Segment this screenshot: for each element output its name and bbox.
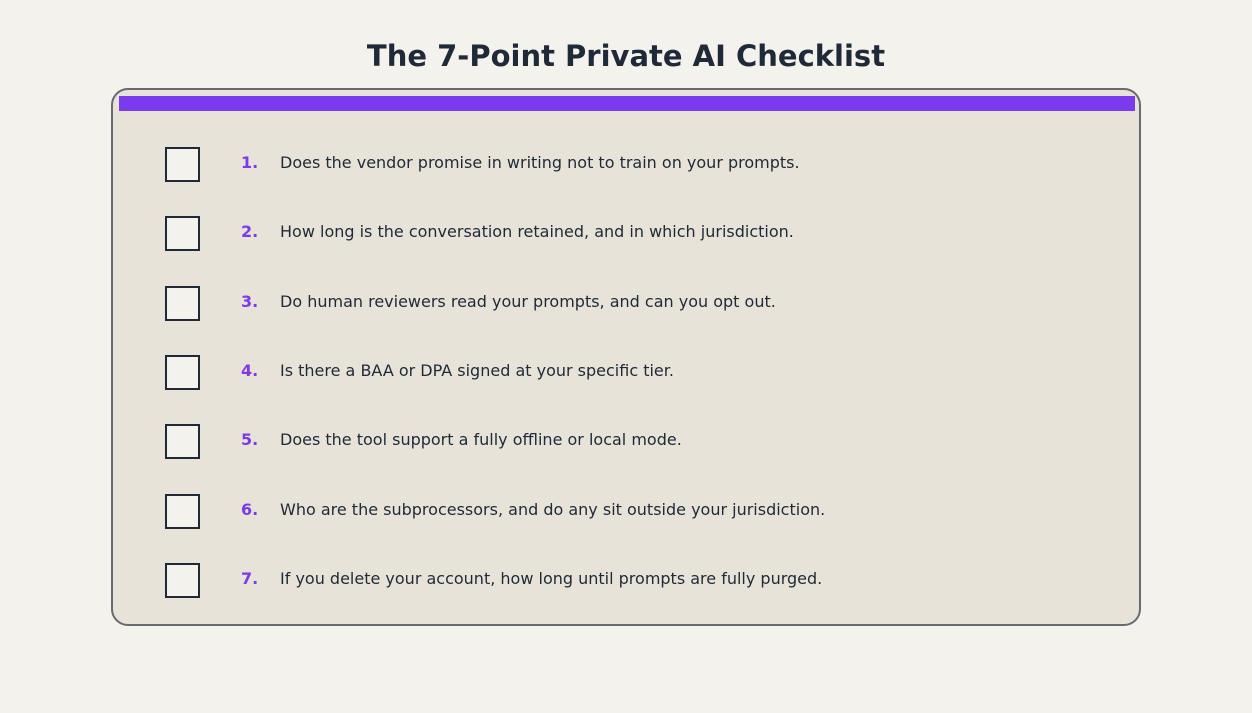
checkbox-item-7[interactable]: [165, 563, 200, 598]
item-text-1: Does the vendor promise in writing not to train on your prompts.: [280, 153, 800, 172]
item-number-5: 5.: [241, 430, 259, 449]
checkbox-item-2[interactable]: [165, 216, 200, 251]
item-text-6: Who are the subprocessors, and do any sit outside your jurisdiction.: [280, 500, 826, 519]
checkbox-item-5[interactable]: [165, 424, 200, 459]
checkbox-item-6[interactable]: [165, 494, 200, 529]
item-number-2: 2.: [241, 222, 259, 241]
item-text-3: Do human reviewers read your prompts, and can you opt out.: [280, 292, 776, 311]
item-number-6: 6.: [241, 500, 259, 519]
checkbox-item-3[interactable]: [165, 286, 200, 321]
item-text-2: How long is the conversation retained, and in which jurisdiction.: [280, 222, 794, 241]
checklist-item-7: [113, 563, 1139, 599]
checkbox-item-4[interactable]: [165, 355, 200, 390]
item-text-5: Does the tool support a fully offline or local mode.: [280, 430, 682, 449]
checklist-item-1: [113, 147, 1139, 183]
item-number-3: 3.: [241, 292, 259, 311]
checklist-title: The 7-Point Private AI Checklist: [366, 39, 886, 73]
item-number-1: 1.: [241, 153, 259, 172]
item-number-7: 7.: [241, 569, 259, 588]
accent-bar: [119, 96, 1135, 111]
item-text-4: Is there a BAA or DPA signed at your specific tier.: [280, 361, 674, 380]
checklist-item-5: [113, 424, 1139, 460]
checklist-item-4: [113, 355, 1139, 391]
item-text-7: If you delete your account, how long until prompts are fully purged.: [280, 569, 823, 588]
checklist-item-3: [113, 286, 1139, 322]
checklist-card: [111, 88, 1141, 626]
checkbox-item-1[interactable]: [165, 147, 200, 182]
checklist-item-2: [113, 216, 1139, 252]
checklist-item-6: [113, 494, 1139, 530]
item-number-4: 4.: [241, 361, 259, 380]
